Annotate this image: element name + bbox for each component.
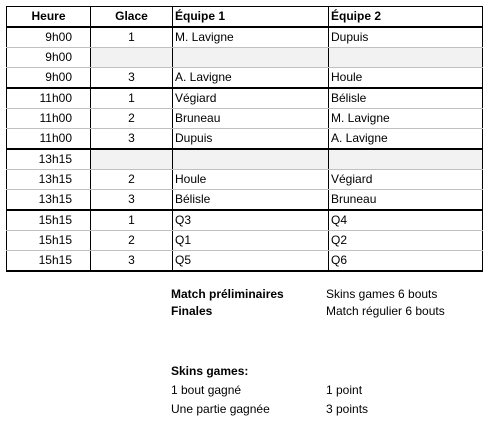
skins-item-value: 3 points (326, 402, 369, 416)
cell-equipe-1 (173, 48, 329, 68)
cell-heure: 15h15 (7, 251, 91, 272)
cell-heure: 9h00 (7, 68, 91, 89)
table-row (7, 210, 483, 231)
cell-glace: 3 (91, 129, 173, 150)
cell-equipe-2: Houle (329, 68, 483, 89)
cell-heure: 15h15 (7, 231, 91, 251)
cell-glace: 2 (91, 170, 173, 190)
cell-glace: 2 (91, 109, 173, 129)
cell-heure: 9h00 (7, 27, 91, 48)
cell-equipe-2 (329, 149, 483, 170)
table-row (7, 109, 483, 129)
header-equipe-2: Équipe 2 (329, 7, 483, 28)
cell-equipe-1: Q5 (173, 251, 329, 272)
skins-title: Skins games: (171, 364, 249, 378)
skins-item-label: 1 bout gagné (171, 383, 242, 397)
cell-equipe-2: Végiard (329, 170, 483, 190)
cell-equipe-2: M. Lavigne (329, 109, 483, 129)
schedule-body (7, 27, 483, 271)
cell-equipe-2: Dupuis (329, 27, 483, 48)
table-row (7, 129, 483, 150)
table-row (7, 68, 483, 89)
cell-glace (91, 149, 173, 170)
cell-heure: 9h00 (7, 48, 91, 68)
cell-heure: 13h15 (7, 190, 91, 211)
cell-heure: 13h15 (7, 149, 91, 170)
match-format-legend (171, 287, 486, 319)
table-row (7, 27, 483, 48)
cell-equipe-1: M. Lavigne (173, 27, 329, 48)
cell-equipe-1: Houle (173, 170, 329, 190)
table-header-row (7, 7, 483, 28)
cell-equipe-2: A. Lavigne (329, 129, 483, 150)
cell-equipe-1: Végiard (173, 88, 329, 109)
header-glace: Glace (91, 7, 173, 28)
cell-equipe-2: Bélisle (329, 88, 483, 109)
cell-glace: 1 (91, 27, 173, 48)
cell-heure: 11h00 (7, 129, 91, 150)
skins-item-label: Une partie gagnée (171, 402, 270, 416)
table-row (7, 190, 483, 211)
table-row (7, 251, 483, 272)
cell-heure: 11h00 (7, 109, 91, 129)
cell-glace: 2 (91, 231, 173, 251)
cell-equipe-1: Bélisle (173, 190, 329, 211)
cell-glace (91, 48, 173, 68)
cell-equipe-2: Q6 (329, 251, 483, 272)
legend-preliminaires-label: Match préliminaires (171, 287, 284, 301)
schedule-table (6, 6, 483, 272)
cell-heure: 15h15 (7, 210, 91, 231)
legend-finales-value: Match régulier 6 bouts (326, 304, 445, 318)
legend-finales-label: Finales (171, 304, 213, 318)
cell-glace: 1 (91, 88, 173, 109)
header-heure: Heure (7, 7, 91, 28)
cell-heure: 11h00 (7, 88, 91, 109)
header-equipe-1: Équipe 1 (173, 7, 329, 28)
cell-equipe-1: Q1 (173, 231, 329, 251)
cell-equipe-1: A. Lavigne (173, 68, 329, 89)
table-row (7, 170, 483, 190)
cell-glace: 3 (91, 190, 173, 211)
cell-equipe-2 (329, 48, 483, 68)
legend-preliminaires-value: Skins games 6 bouts (326, 287, 438, 301)
cell-equipe-2: Q4 (329, 210, 483, 231)
cell-heure: 13h15 (7, 170, 91, 190)
cell-equipe-1 (173, 149, 329, 170)
table-row (7, 231, 483, 251)
cell-equipe-2: Q2 (329, 231, 483, 251)
cell-equipe-1: Bruneau (173, 109, 329, 129)
skins-scoring (171, 364, 486, 417)
cell-glace: 3 (91, 251, 173, 272)
table-row (7, 48, 483, 68)
table-row (7, 149, 483, 170)
cell-equipe-2: Bruneau (329, 190, 483, 211)
cell-equipe-1: Q3 (173, 210, 329, 231)
cell-equipe-1: Dupuis (173, 129, 329, 150)
table-row (7, 88, 483, 109)
cell-glace: 1 (91, 210, 173, 231)
skins-item-value: 1 point (326, 383, 363, 397)
cell-glace: 3 (91, 68, 173, 89)
